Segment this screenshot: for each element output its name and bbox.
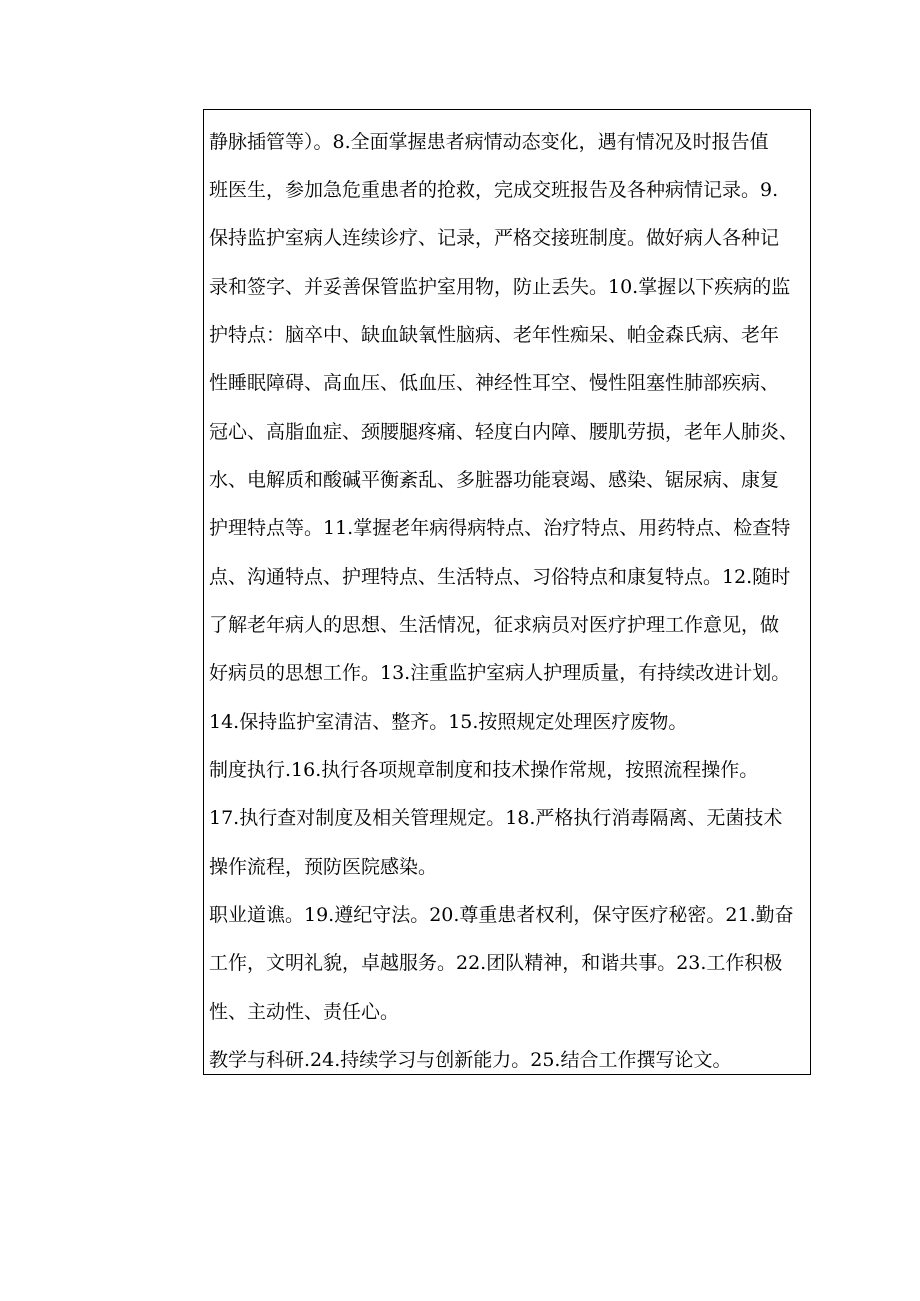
text-line: 护理特点等。11.掌握老年病得病特点、治疗特点、用药特点、检查特 [209,517,791,539]
text-line: 好病员的思想工作。13.注重监护室病人护理质量，有持续改进计划。 [209,662,791,684]
text-line: 水、电解质和酸碱平衡紊乱、多脏器功能衰竭、感染、锯尿病、康复 [209,469,780,491]
text-line: 操作流程，预防医院感染。 [209,856,438,878]
text-line: 了解老年病人的思想、生活情况，征求病员对医疗护理工作意见，做 [209,614,780,636]
section-heading-line: 职业道谯。19.遵纪守法。20.尊重患者权利，保守医疗秘密。21.勤奋 [209,904,794,926]
text-line: 性、主动性、责任心。 [209,1001,400,1023]
text-line: 录和签字、并妥善保管监护室用物，防止丢失。10.掌握以下疾病的监 [209,276,791,298]
text-line: 14.保持监护室清洁、整齐。15.按照规定处理医疗废物。 [209,711,688,733]
section-heading-line: 教学与科研.24.持续学习与创新能力。25.结合工作撰写论文。 [209,1049,732,1071]
text-line: 静脉插管等）。8.全面掌握患者病情动态变化，遇有情况及时报告值 [209,131,769,153]
text-line: 班医生，参加急危重患者的抢救，完成交班报告及各种病情记录。9. [209,179,779,201]
document-table-cell [203,109,811,1075]
text-line: 护特点：脑卒中、缺血缺氧性脑病、老年性痴呆、帕金森氏病、老年 [209,324,780,346]
text-line: 17.执行查对制度及相关管理规定。18.严格执行消毒隔离、无菌技术 [209,807,783,829]
text-line: 保持监护室病人连续诊疗、记录，严格交接班制度。做好病人各种记 [209,227,780,249]
text-line: 工作，文明礼貌，卓越服务。22.团队精神，和谐共事。23.工作积极 [209,952,783,974]
text-line: 冠心、高脂血症、颈腰腿疼痛、轻度白内障、腰肌劳损，老年人肺炎、 [209,421,799,443]
text-line: 性睡眠障碍、高血压、低血压、神经性耳空、慢性阻塞性肺部疾病、 [209,372,780,394]
section-heading-line: 制度执行.16.执行各项规章制度和技术操作常规，按照流程操作。 [209,759,759,781]
text-line: 点、沟通特点、护理特点、生活特点、习俗特点和康复特点。12.随时 [209,566,791,588]
